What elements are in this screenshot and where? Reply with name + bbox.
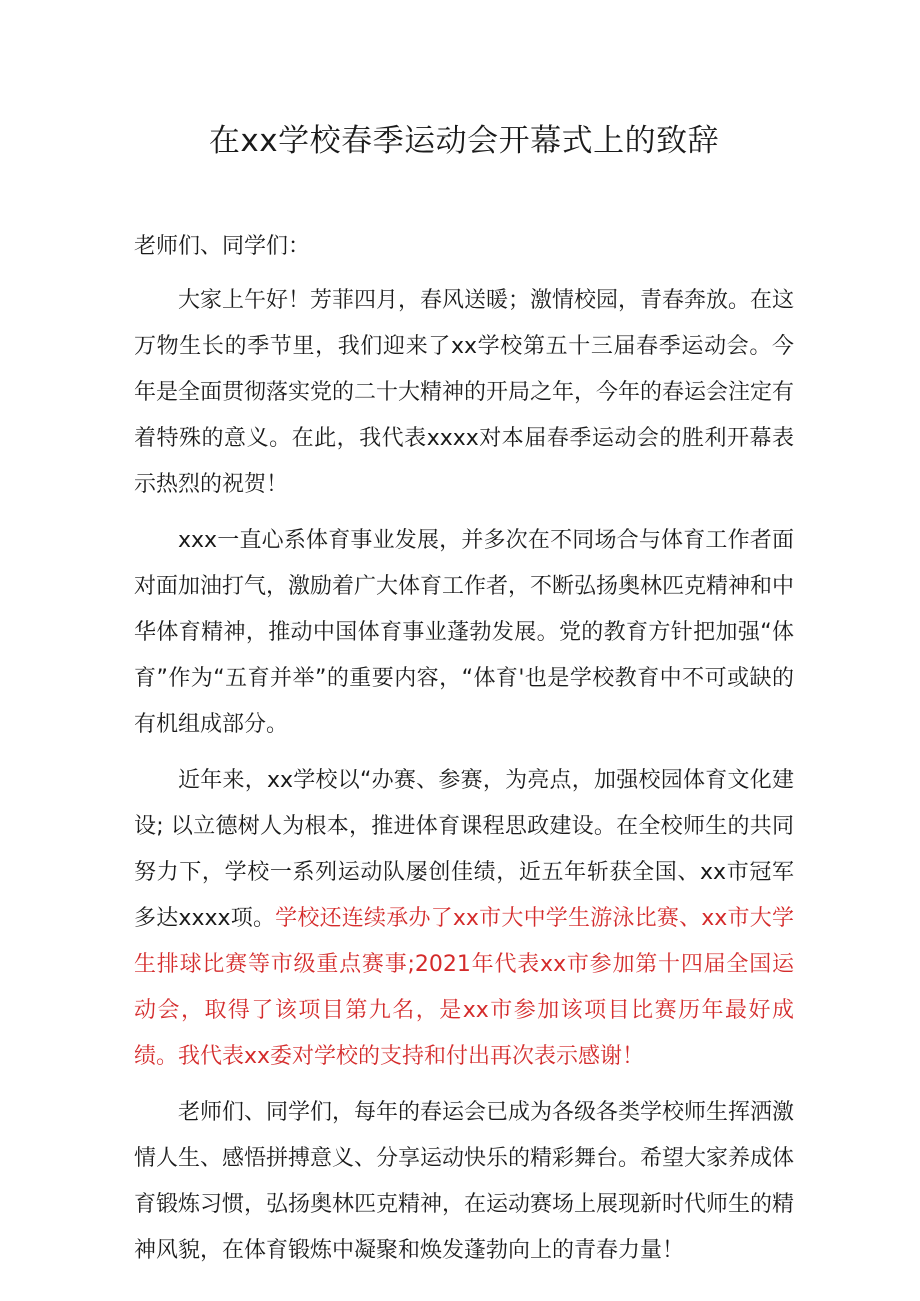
paragraph-achievements [134, 758, 794, 1080]
paragraph-text: 老师们、同学们，每年的春运会已成为各级各类学校师生挥洒激情人生、感悟拼搏意义、分享运动快乐的精彩舞台。希望大家养成体育锻炼习惯，弘扬奥林匹克精神，在运动赛场上展现新时代师生的精神风貌，在体育锻炼中凝聚和焕发蓬勃向上的青春力量！ [134, 1100, 795, 1263]
paragraph-closing [134, 1090, 794, 1274]
paragraph-text: 大家上午好！芳菲四月，春风送暖；激情校园，青春奔放。在这万物生长的季节里，我们迎来了xx学校第五十三届春季运动会。今年是全面贯彻落实党的二十大精神的开局之年，今年的春运会注定有着特殊的意义。在此，我代表xxxx对本届春季运动会的胜利开幕表示热烈的祝贺！ [134, 288, 795, 497]
salutation: 老师们、同学们： [134, 234, 311, 259]
document-title: 在xx学校春季运动会开幕式上的致辞 [208, 123, 720, 159]
paragraph-sports-spirit [134, 518, 794, 748]
paragraph-text: 近年来，xx学校以“办赛、参赛，为亮点，加强校园体育文化建设; 以立德树人为根本，推进体育课程思政建设。在全校师生的共同努力下，学校一系列运动队屡创佳绩，近五年斩获全国、xx市冠军多达xxxx项。 [134, 768, 794, 931]
paragraph-greeting [134, 278, 794, 508]
paragraph-text: xxx一直心系体育事业发展，并多次在不同场合与体育工作者面对面加油打气，激励着广大体育工作者，不断弘扬奥林匹克精神和中华体育精神，推动中国体育事业蓬勃发展。党的教育方针把加强“体育”作为“五育并举”的重要内容，“体育'也是学校教育中不可或缺的有机组成部分。 [134, 528, 795, 737]
highlighted-text: 学校还连续承办了xx市大中学生游泳比赛、xx市大学生排球比赛等市级重点赛事;2021年代表xx市参加第十四届全国运动会，取得了该项目第九名，是xx市参加该项目比赛历年最好成绩。我代表xx委对学校的支持和付出再次表示感谢！ [134, 906, 794, 1069]
